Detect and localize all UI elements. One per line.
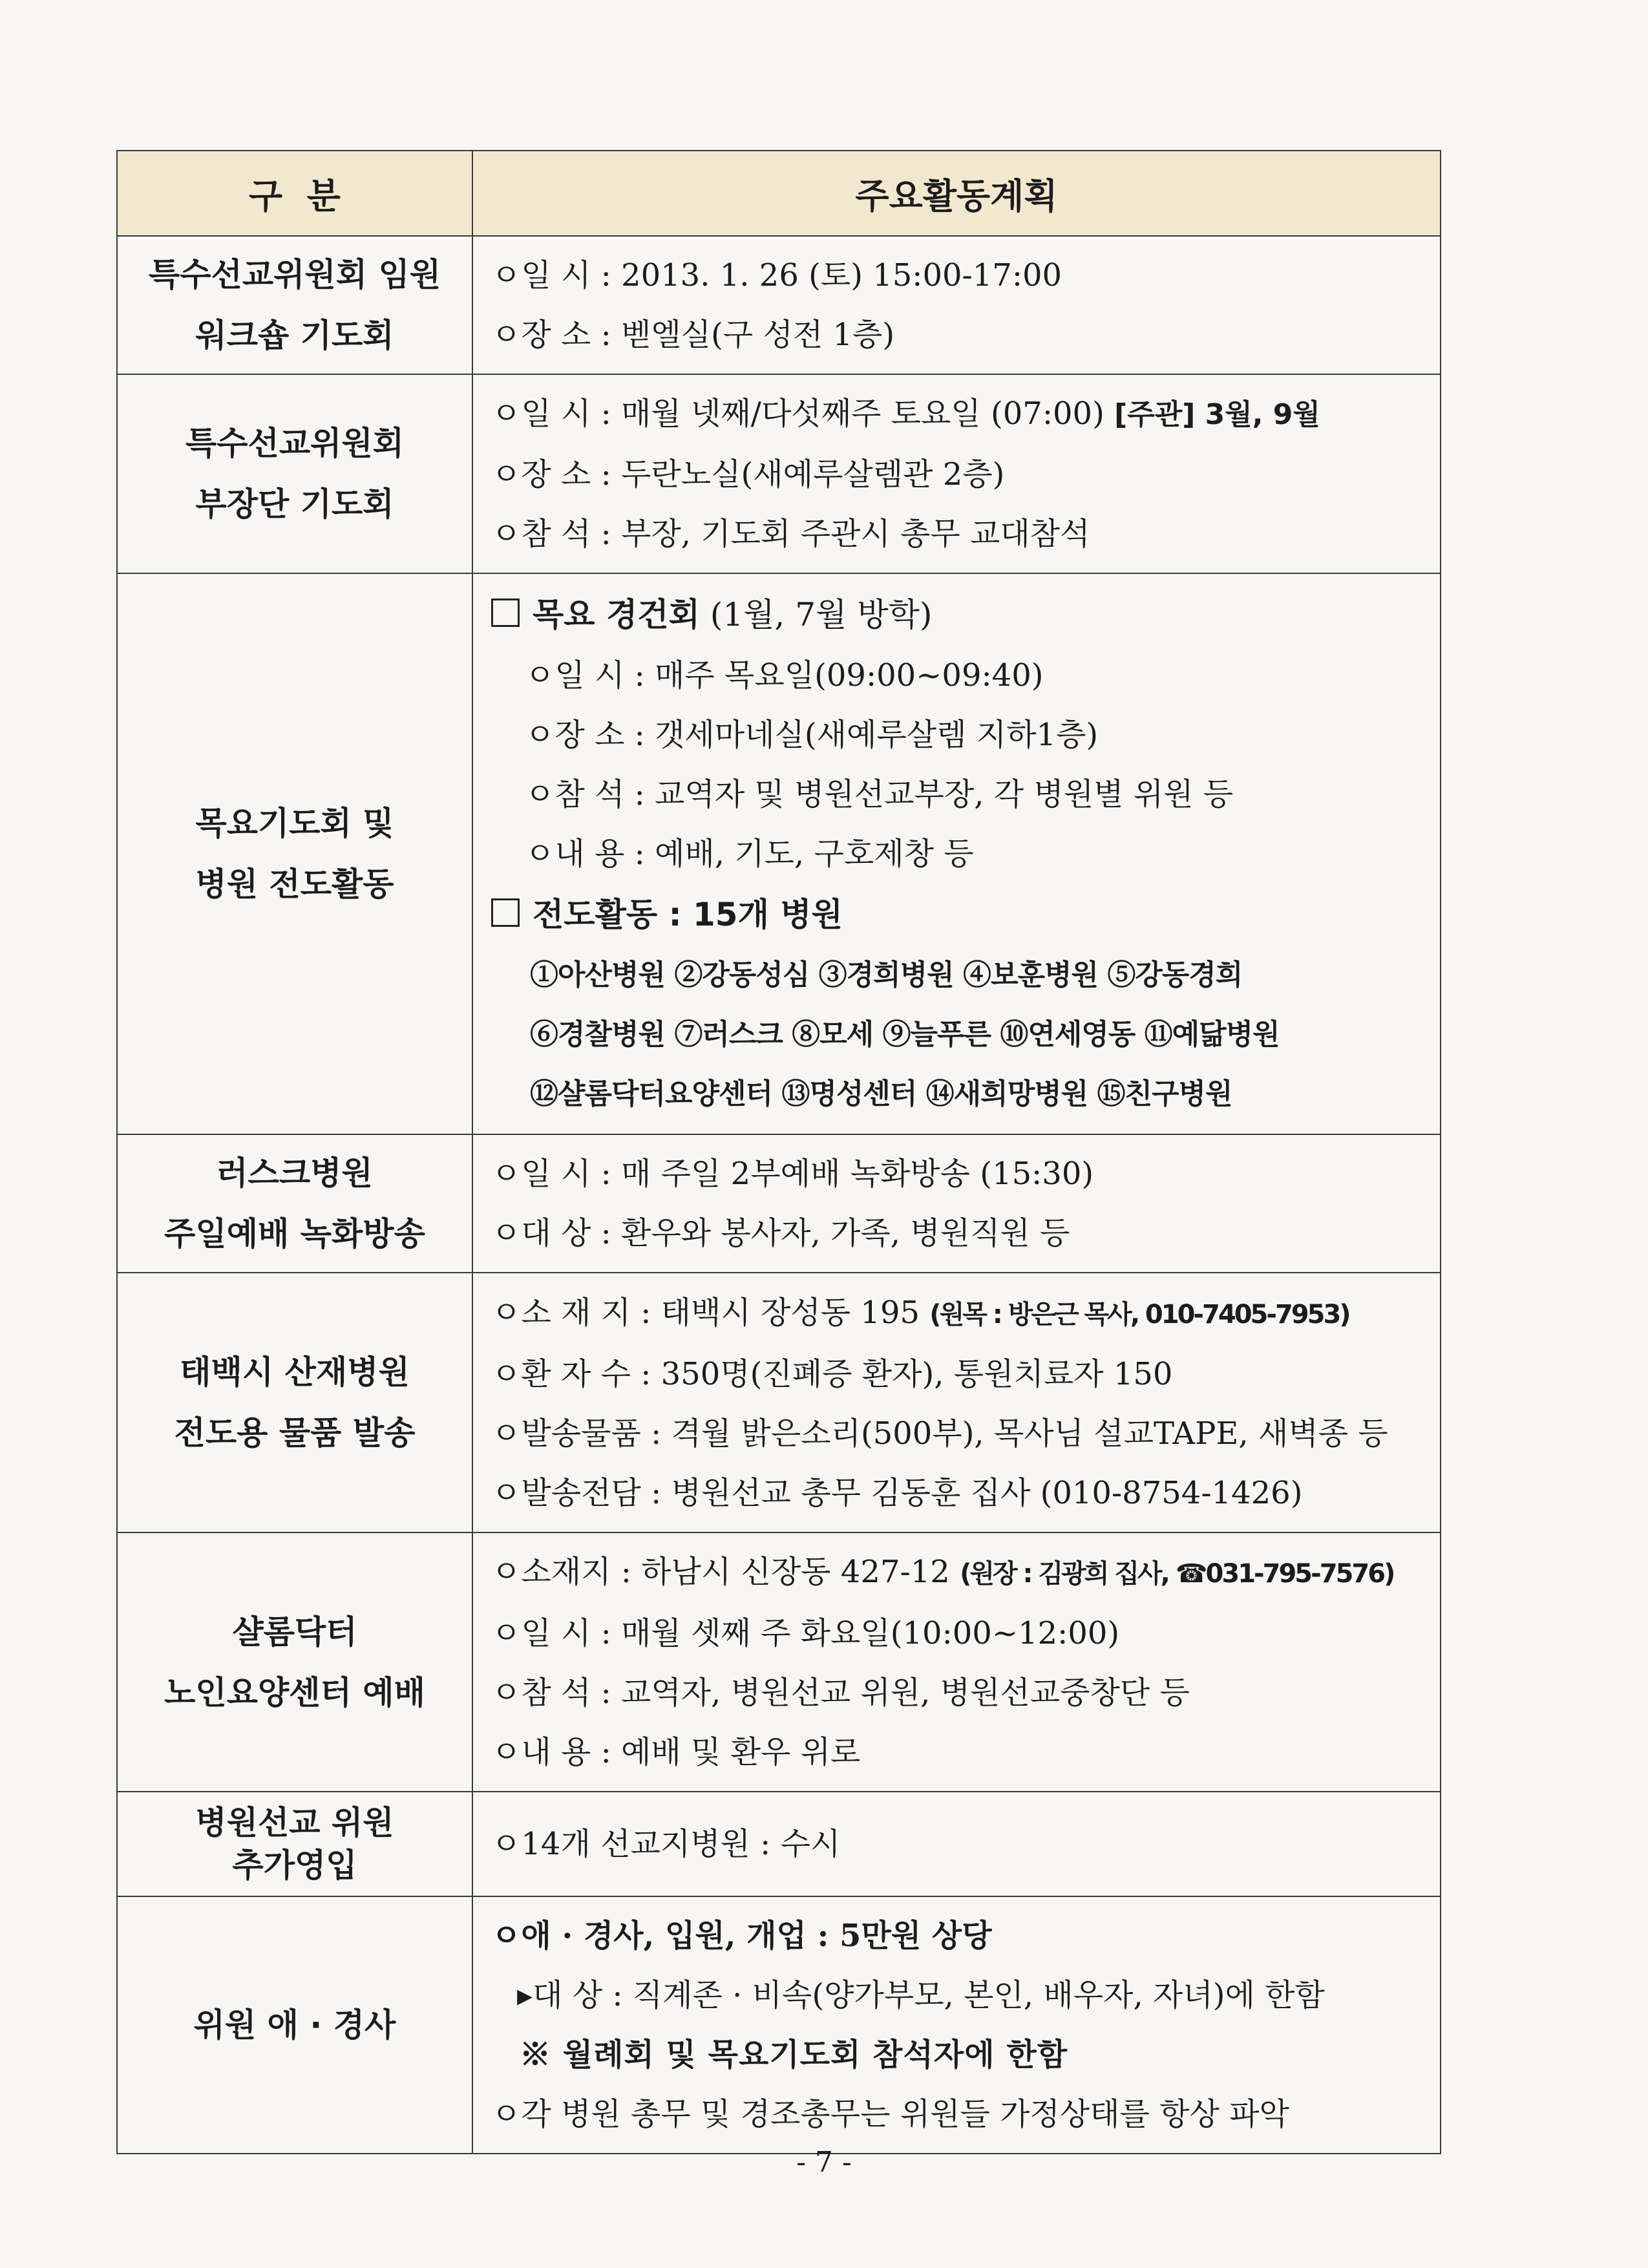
category-line: 러스크병원 [217, 1154, 373, 1192]
row-category [117, 374, 472, 573]
plan-line: ㅇ일 시 : 매 주일 2부예배 녹화방송 (15:30) [491, 1156, 1094, 1192]
category-line: 전도용 물품 발송 [174, 1414, 416, 1452]
plan-sub-line: ▸대 상 : 직계존 · 비속(양가부모, 본인, 배우자, 자녀)에 한함 [517, 1977, 1325, 2013]
row-category [117, 1792, 472, 1896]
plan-line: ㅇ참 석 : 교역자 및 병원선교부장, 각 병원별 위원 등 [525, 776, 1234, 812]
category-line: 위원 애 · 경사 [193, 2006, 396, 2044]
plan-line: ㅇ발송전담 : 병원선교 총무 김동훈 집사 (010-8754-1426) [491, 1474, 1303, 1511]
plan-line: ㅇ대 상 : 환우와 봉사자, 가족, 병원직원 등 [491, 1215, 1070, 1251]
host-note: [주관] 3월, 9월 [1114, 398, 1320, 431]
plan-line: ㅇ일 시 : 2013. 1. 26 (토) 15:00-17:00 [491, 257, 1062, 293]
table-row [117, 236, 1441, 374]
plan-line-text: ㅇ일 시 : 매월 넷째/다섯째주 토요일 (07:00) [491, 396, 1104, 432]
row-plan [472, 236, 1441, 374]
plan-line [491, 1542, 1422, 1604]
chaplain-note: (원목 : 방은근 목사, 010-7405-7953) [929, 1299, 1349, 1330]
checkbox-square-icon [491, 599, 520, 627]
plan-line: ㅇ14개 선교지병원 : 수시 [491, 1826, 841, 1862]
table-row [117, 1896, 1441, 2154]
hospital-list-line: ⑫샬롬닥터요양센터 ⑬명성센터 ⑭새희망병원 ⑮친구병원 [530, 1077, 1232, 1110]
section-heading [491, 584, 1422, 646]
section-heading-note: (1월, 7월 방학) [699, 596, 933, 633]
plan-line [491, 384, 1422, 445]
table-row [117, 1134, 1441, 1273]
table-row [117, 1532, 1441, 1792]
row-category [117, 1896, 472, 2154]
section-heading-bold: 전도활동 : 15개 병원 [533, 896, 843, 933]
plan-line: ㅇ일 시 : 매주 목요일(09:00~09:40) [525, 657, 1044, 694]
category-line: 부장단 기도회 [195, 485, 394, 523]
plan-line-text: ㅇ소재지 : 하남시 신장동 427-12 [491, 1554, 960, 1590]
row-plan [472, 1792, 1441, 1896]
plan-line-bold: ㅇ애 · 경사, 입원, 개업 : 5만원 상당 [491, 1918, 992, 1954]
category-line: 추가영입 [232, 1847, 357, 1884]
header-category: 구 분 [117, 151, 472, 236]
row-category [117, 1532, 472, 1792]
row-plan [472, 1532, 1441, 1792]
row-plan [472, 1273, 1441, 1532]
table-row [117, 374, 1441, 573]
row-plan [472, 1134, 1441, 1273]
category-line: 병원선교 위원 [195, 1804, 394, 1841]
plan-line: ㅇ장 소 : 두란노실(새예루살렘관 2층) [491, 456, 1005, 493]
table-row [117, 1273, 1441, 1532]
category-line: 특수선교위원회 [185, 425, 405, 462]
table-row [117, 573, 1441, 1134]
category-line: 특수선교위원회 임원 [148, 256, 441, 293]
table-row [117, 1792, 1441, 1896]
director-note: (원장 : 김광희 집사, ☎031-795-7576) [960, 1559, 1394, 1589]
row-plan [472, 1896, 1441, 2154]
plan-line: ㅇ내 용 : 예배, 기도, 구호제창 등 [525, 836, 974, 872]
row-category [117, 1273, 472, 1532]
category-line: 목요기도회 및 [195, 805, 394, 842]
category-line: 주일예배 녹화방송 [164, 1215, 425, 1253]
plan-line: ㅇ참 석 : 부장, 기도회 주관시 총무 교대참석 [491, 516, 1090, 552]
plan-line: ㅇ참 석 : 교역자, 병원선교 위원, 병원선교중창단 등 [491, 1675, 1190, 1711]
plan-line: ㅇ내 용 : 예배 및 환우 위로 [491, 1734, 861, 1770]
plan-line: ㅇ발송물품 : 격월 밝은소리(500부), 목사님 설교TAPE, 새벽종 등 [491, 1415, 1388, 1452]
table-header-row [117, 151, 1441, 236]
plan-line: ㅇ장 소 : 벧엘실(구 성전 1층) [491, 317, 895, 353]
row-category [117, 573, 472, 1134]
hospital-list-line: ①아산병원 ②강동성심 ③경희병원 ④보훈병원 ⑤강동경희 [530, 959, 1243, 991]
checkbox-square-icon [491, 898, 520, 927]
row-category [117, 1134, 472, 1273]
row-plan [472, 573, 1441, 1134]
plan-note-line: ※ 월례회 및 목요기도회 참석자에 한함 [520, 2037, 1068, 2073]
category-line: 워크숍 기도회 [195, 317, 394, 354]
hospital-list-line: ⑥경찰병원 ⑦러스크 ⑧모세 ⑨늘푸른 ⑩연세영동 ⑪예닮병원 [530, 1018, 1280, 1051]
plan-line: ㅇ장 소 : 갯세마네실(새예루살렘 지하1층) [525, 717, 1099, 753]
category-line: 병원 전도활동 [195, 865, 394, 903]
category-line: 태백시 산재병원 [180, 1353, 410, 1391]
page-number: - 7 - [796, 2146, 852, 2179]
plan-line-text: ㅇ소 재 지 : 태백시 장성동 195 [491, 1294, 930, 1331]
plan-line [491, 1283, 1422, 1344]
plan-line: ㅇ환 자 수 : 350명(진폐증 환자), 통원치료자 150 [491, 1355, 1173, 1392]
category-line: 샬롬닥터 [232, 1613, 357, 1651]
section-heading-bold: 목요 경건회 [533, 596, 700, 633]
activity-plan-table [116, 150, 1441, 2154]
plan-line: ㅇ각 병원 총무 및 경조총무는 위원들 가정상태를 항상 파악 [491, 2096, 1289, 2132]
row-plan [472, 374, 1441, 573]
row-category [117, 236, 472, 374]
category-line: 노인요양센터 예배 [164, 1673, 425, 1712]
header-plan: 주요활동계획 [472, 151, 1441, 236]
plan-line: ㅇ일 시 : 매월 셋째 주 화요일(10:00~12:00) [491, 1615, 1120, 1651]
section-heading [491, 884, 1422, 946]
